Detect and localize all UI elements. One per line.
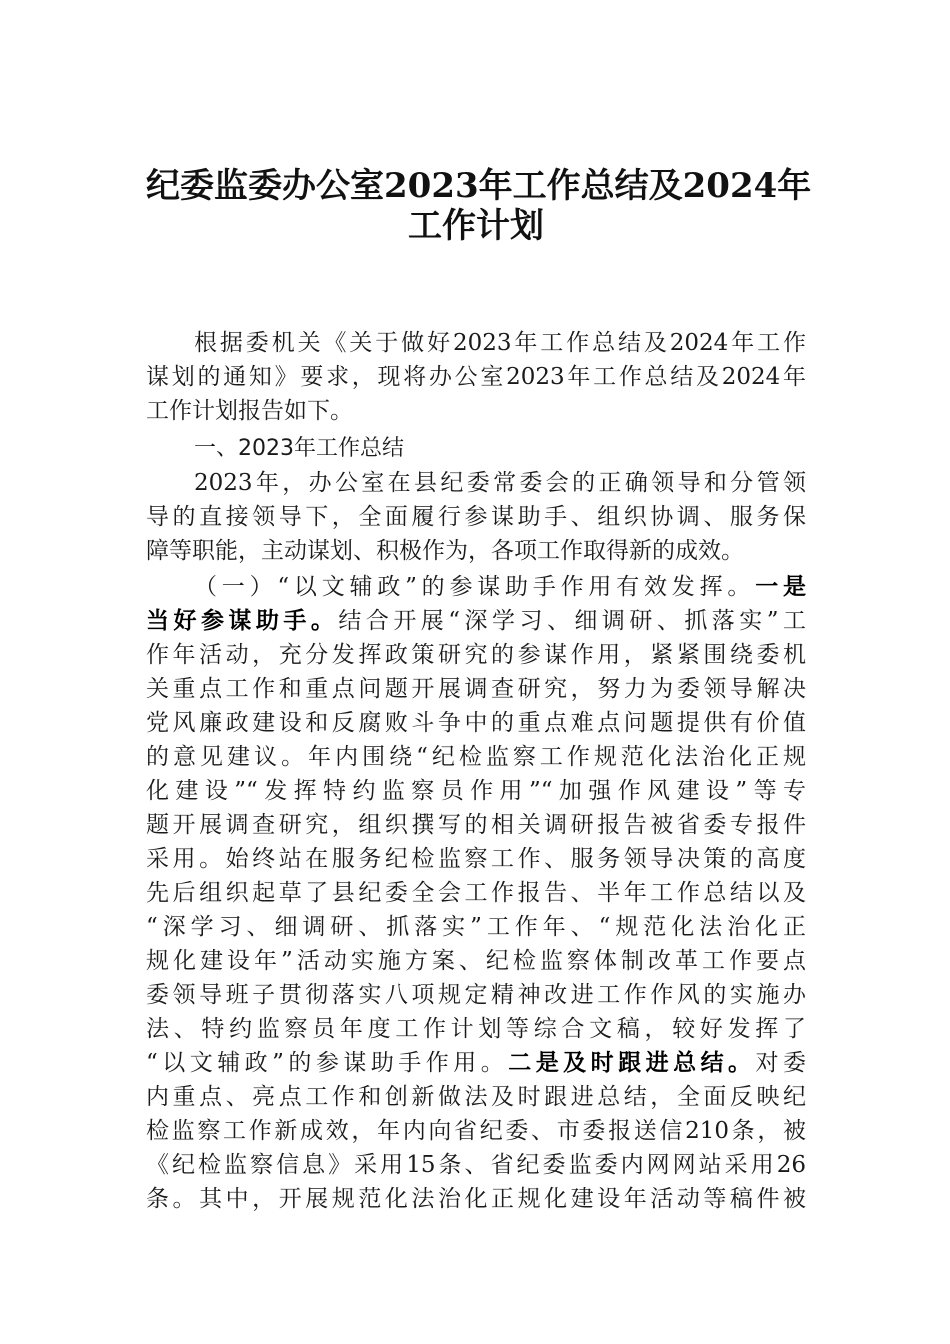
paragraph-line: 作年活动，充分发挥政策研究的参谋作用，紧紧围绕委机	[146, 642, 806, 668]
paragraph-line: 导的直接领导下，全面履行参谋助手、组织协调、服务保	[146, 504, 806, 530]
paragraph-line: 关重点工作和重点问题开展调查研究，努力为委领导解决	[146, 676, 806, 702]
paragraph-line: 检监察工作新成效，年内向省纪委、市委报送信210条，被	[146, 1118, 806, 1144]
paragraph-line: 法、特约监察员年度工作计划等综合文稿，较好发挥了	[146, 1016, 806, 1042]
paragraph-text: 对委	[755, 1050, 807, 1076]
subsection-heading: （一）“以文辅政”的参谋助手作用有效发挥。	[194, 574, 756, 600]
paragraph-line: 根据委机关《关于做好2023年工作总结及2024年工作	[194, 330, 806, 356]
bold-lead: 一是	[755, 573, 806, 600]
paragraph-line	[146, 604, 806, 638]
paragraph-line: 先后组织起草了县纪委全会工作报告、半年工作总结以及	[146, 880, 806, 906]
paragraph-text: 结合开展“深学习、细调研、抓落实”工	[338, 608, 806, 634]
paragraph-line: 题开展调查研究，组织撰写的相关调研报告被省委专报件	[146, 812, 806, 838]
section-heading: 一、2023年工作总结	[194, 436, 404, 461]
paragraph-line: 2023年，办公室在县纪委常委会的正确领导和分管领	[194, 470, 806, 496]
paragraph-line: 谋划的通知》要求，现将办公室2023年工作总结及2024年	[146, 364, 806, 390]
bold-lead: 二是及时跟进总结。	[508, 1049, 756, 1076]
document-title-line-2: 工作计划	[408, 206, 544, 246]
paragraph-line: 《纪检监察信息》采用15条、省纪委监委内网网站采用26	[146, 1152, 806, 1178]
paragraph-line	[194, 570, 806, 604]
paragraph-line: 党风廉政建设和反腐败斗争中的重点难点问题提供有价值	[146, 710, 806, 736]
paragraph-line: 采用。始终站在服务纪检监察工作、服务领导决策的高度	[146, 846, 806, 872]
paragraph-line: 工作计划报告如下。	[146, 398, 353, 424]
paragraph-text: “以文辅政”的参谋助手作用。	[146, 1050, 509, 1076]
paragraph-line: 条。其中，开展规范化法治化正规化建设年活动等稿件被	[146, 1186, 806, 1212]
paragraph-line: 障等职能，主动谋划、积极作为，各项工作取得新的成效。	[146, 538, 744, 564]
paragraph-line: 内重点、亮点工作和创新做法及时跟进总结，全面反映纪	[146, 1084, 806, 1110]
document-title-line-1: 纪委监委办公室2023年工作总结及2024年	[146, 166, 812, 206]
paragraph-line: 规化建设年”活动实施方案、纪检监察体制改革工作要点	[146, 948, 806, 974]
paragraph-line: 化建设”“发挥特约监察员作用”“加强作风建设”等专	[146, 778, 806, 804]
paragraph-line	[146, 1046, 806, 1080]
paragraph-line: 的意见建议。年内围绕“纪检监察工作规范化法治化正规	[146, 744, 806, 770]
bold-lead: 当好参谋助手。	[146, 607, 339, 634]
paragraph-line: 委领导班子贯彻落实八项规定精神改进工作作风的实施办	[146, 982, 806, 1008]
paragraph-line: “深学习、细调研、抓落实”工作年、“规范化法治化正	[146, 914, 806, 940]
